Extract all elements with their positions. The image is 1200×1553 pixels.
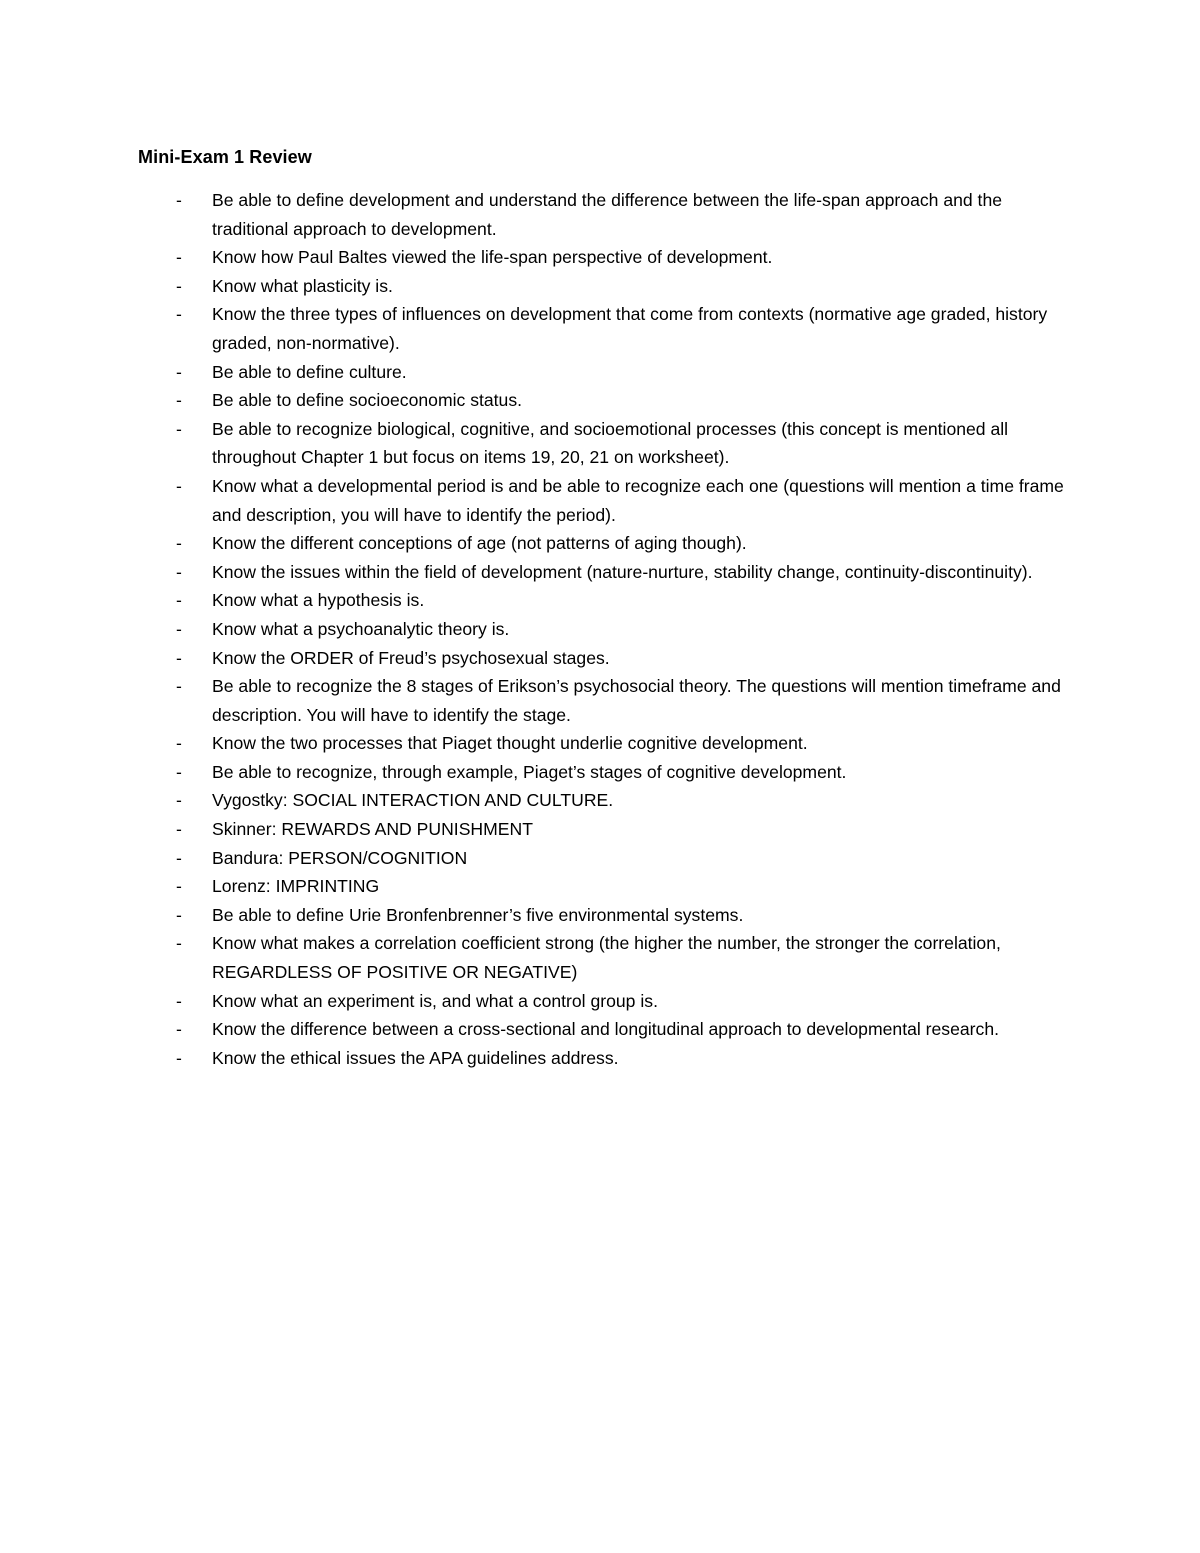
- list-item: [138, 1044, 1078, 1073]
- list-item-text: Know the two processes that Piaget thought underlie cognitive development.: [212, 733, 808, 754]
- list-item: [138, 358, 1078, 387]
- list-item-text: Know the three types of influences on development that come from contexts (normative age graded, history graded, non-normative).: [212, 304, 1048, 353]
- list-item: [138, 558, 1078, 587]
- bullet-dash: -: [176, 733, 182, 754]
- bullet-dash: -: [176, 647, 182, 668]
- list-item-text: Know the issues within the field of development (nature-nurture, stability change, continuity-discontinuity).: [212, 561, 1033, 582]
- list-item-text: Know how Paul Baltes viewed the life-span perspective of development.: [212, 247, 773, 268]
- bullet-dash: -: [176, 761, 182, 782]
- list-item: [138, 415, 1078, 472]
- list-item: [138, 844, 1078, 873]
- list-item-text: Know what a psychoanalytic theory is.: [212, 618, 510, 639]
- bullet-dash: -: [176, 561, 182, 582]
- list-item: [138, 300, 1078, 357]
- list-item: [138, 186, 1078, 243]
- list-item: [138, 672, 1078, 729]
- list-item-text: Be able to define development and understand the difference between the life-span approach and the traditional approach to development.: [212, 190, 1003, 239]
- list-item-text: Be able to define culture.: [212, 361, 407, 382]
- list-item-text: Know what makes a correlation coefficient strong (the higher the number, the stronger the correlation, REGARDLESS OF POSITIVE OR NEGATIVE): [212, 933, 1001, 983]
- bullet-dash: -: [176, 418, 182, 439]
- list-item-text: Know what an experiment is, and what a control group is.: [212, 990, 658, 1011]
- page-title: Mini-Exam 1 Review: [138, 147, 312, 167]
- list-item: [138, 529, 1078, 558]
- bullet-dash: -: [176, 790, 182, 811]
- list-item: [138, 901, 1078, 930]
- list-item-text: Know the difference between a cross-sectional and longitudinal approach to developmental research.: [212, 1019, 1000, 1040]
- bullet-dash: -: [176, 590, 182, 611]
- list-item: [138, 786, 1078, 815]
- list-item-text: Know what plasticity is.: [212, 275, 393, 296]
- bullet-dash: -: [176, 618, 182, 639]
- bullet-dash: -: [176, 990, 182, 1011]
- list-item: [138, 386, 1078, 415]
- list-item: [138, 272, 1078, 301]
- list-item: [138, 472, 1078, 529]
- list-item-text: Be able to recognize, through example, Piaget’s stages of cognitive development.: [212, 761, 847, 782]
- list-item-text: Vygostky: SOCIAL INTERACTION AND CULTURE.: [212, 790, 614, 811]
- list-item-text: Bandura: PERSON/COGNITION: [212, 847, 468, 868]
- bullet-dash: -: [176, 904, 182, 925]
- list-item-text: Be able to recognize biological, cognitive, and socioemotional processes (this concept is mentioned all throughout Chapter 1 but focus on items 19, 20, 21 on worksheet).: [212, 418, 1009, 468]
- bullet-dash: -: [176, 876, 182, 897]
- review-list: [138, 186, 1078, 1072]
- list-item: [138, 815, 1078, 844]
- bullet-dash: -: [176, 933, 182, 954]
- list-item-text: Know the different conceptions of age (not patterns of aging though).: [212, 533, 747, 554]
- list-item: [138, 872, 1078, 901]
- bullet-dash: -: [176, 819, 182, 840]
- list-item: [138, 929, 1078, 986]
- list-item: [138, 243, 1078, 272]
- bullet-dash: -: [176, 361, 182, 382]
- list-item: [138, 1015, 1078, 1044]
- list-item: [138, 586, 1078, 615]
- bullet-dash: -: [176, 190, 182, 210]
- list-item: [138, 615, 1078, 644]
- list-item-text: Lorenz: IMPRINTING: [212, 876, 380, 897]
- bullet-dash: -: [176, 304, 182, 325]
- bullet-dash: -: [176, 533, 182, 554]
- list-item: [138, 987, 1078, 1016]
- list-item: [138, 758, 1078, 787]
- list-item-text: Be able to recognize the 8 stages of Erikson’s psychosocial theory. The questions will mention timeframe and description. You will have to identify the stage.: [212, 676, 1061, 725]
- bullet-dash: -: [176, 847, 182, 868]
- list-item-text: Be able to define Urie Bronfenbrenner’s five environmental systems.: [212, 904, 744, 925]
- bullet-dash: -: [176, 475, 182, 496]
- list-item-text: Know the ethical issues the APA guidelines address.: [212, 1047, 619, 1068]
- bullet-dash: -: [176, 676, 182, 697]
- list-item-text: Know what a hypothesis is.: [212, 590, 425, 611]
- bullet-dash: -: [176, 1047, 182, 1068]
- list-item-text: Skinner: REWARDS AND PUNISHMENT: [212, 819, 533, 840]
- list-item-text: Know what a developmental period is and be able to recognize each one (questions will mention a time frame and description, you will have to identify the period).: [212, 475, 1064, 525]
- bullet-dash: -: [176, 390, 182, 411]
- list-item: [138, 729, 1078, 758]
- bullet-dash: -: [176, 275, 182, 296]
- bullet-dash: -: [176, 247, 182, 268]
- bullet-dash: -: [176, 1019, 182, 1040]
- list-item-text: Know the ORDER of Freud’s psychosexual stages.: [212, 647, 610, 668]
- list-item-text: Be able to define socioeconomic status.: [212, 390, 523, 411]
- list-item: [138, 644, 1078, 673]
